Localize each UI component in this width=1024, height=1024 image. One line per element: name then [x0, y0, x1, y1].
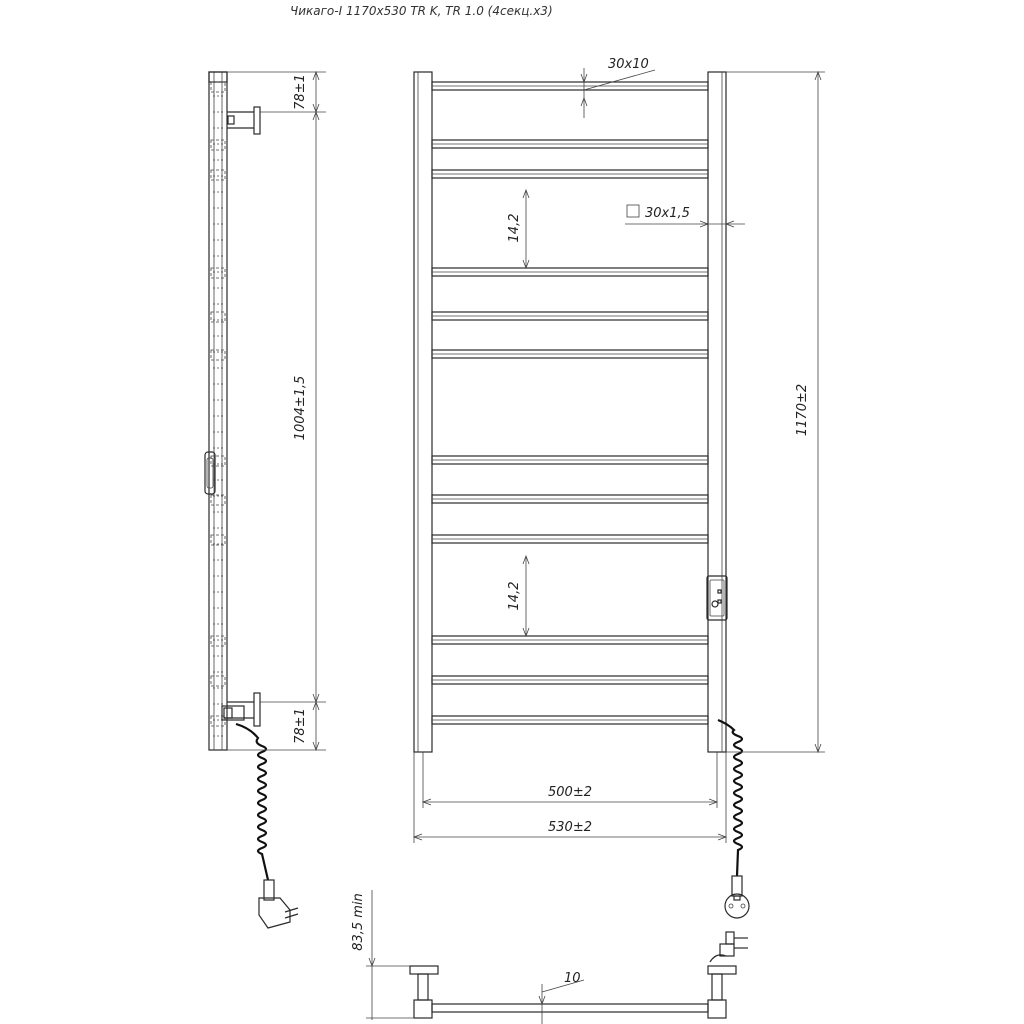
dim-overall-width: 530±2 — [548, 820, 592, 835]
dim-wall-offset: 83,5 min — [351, 893, 366, 951]
side-mount-bottom — [222, 693, 260, 726]
side-mount-top — [227, 107, 260, 134]
side-bar-stub — [211, 535, 225, 545]
drawing-title: Чикаго-I 1170х530 TR K, TR 1.0 (4секц.х3) — [290, 4, 553, 18]
side-riser — [209, 72, 227, 750]
side-bar-stub — [211, 636, 225, 646]
front-riser-right — [708, 72, 726, 752]
front-control-unit — [707, 576, 727, 620]
top-connector — [710, 932, 748, 962]
dim-bar-thickness: 10 — [564, 971, 581, 986]
dim-gap-upper: 14,2 — [507, 213, 522, 243]
dim-riser-profile: 30х1,5 — [645, 206, 690, 221]
front-plug — [725, 876, 749, 918]
dim-mount-top-offset: 78±1 — [293, 74, 308, 110]
front-horizontal-bars — [432, 82, 708, 724]
side-bar-stubs — [211, 82, 225, 736]
side-bar-stub — [211, 350, 225, 360]
side-bar-stub — [211, 268, 225, 278]
top-bar — [432, 1004, 708, 1012]
side-bar-stub — [211, 140, 225, 150]
dim-center-width: 500±2 — [548, 785, 592, 800]
side-bar-stub — [211, 495, 225, 505]
side-bar-stub — [211, 676, 225, 686]
dim-overall-height: 1170±2 — [795, 383, 810, 437]
side-bar-stub — [211, 170, 225, 180]
side-bar-stub — [211, 716, 225, 726]
front-riser-left — [414, 72, 432, 752]
side-bar-stub — [211, 82, 225, 92]
dim-mount-bottom-offset: 78±1 — [293, 708, 308, 744]
side-bar-stub — [211, 312, 225, 322]
side-view — [205, 72, 298, 928]
side-dimensions — [227, 72, 326, 750]
top-view — [351, 890, 748, 1024]
side-plug — [259, 880, 298, 928]
front-dimensions — [414, 57, 825, 843]
side-cap-top — [209, 72, 227, 82]
dim-bar-profile: 30х10 — [608, 57, 649, 72]
dim-gap-lower: 14,2 — [507, 581, 522, 611]
dim-mount-spacing: 1004±1,5 — [293, 375, 308, 441]
side-coiled-cable — [236, 724, 268, 880]
